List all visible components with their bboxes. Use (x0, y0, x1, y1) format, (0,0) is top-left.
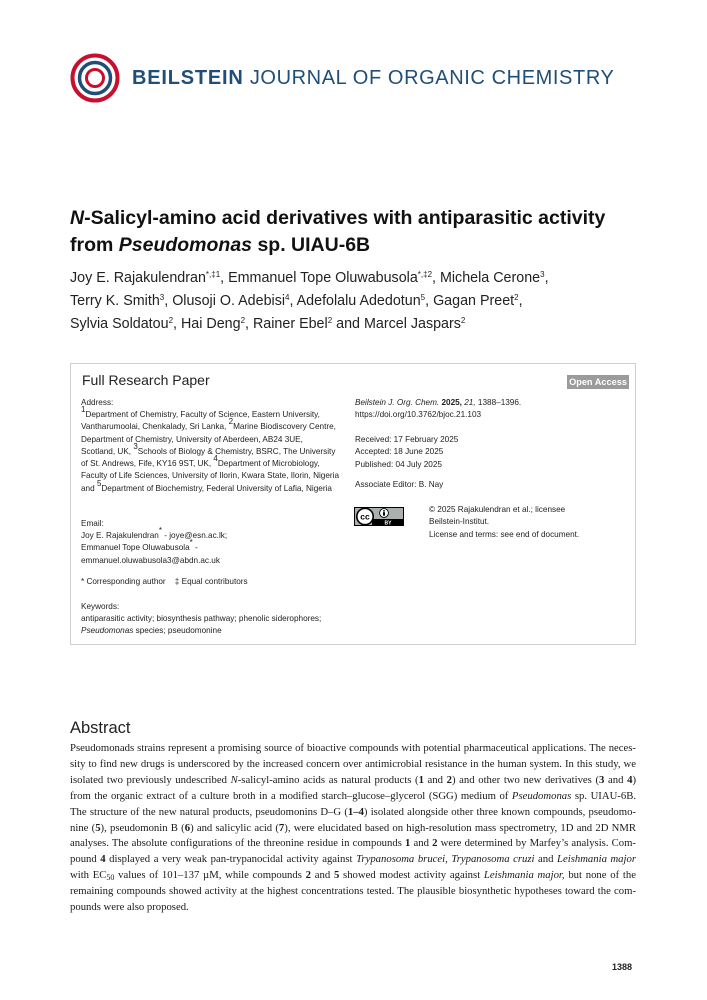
abstract-text-run: ), were elucidated based on high-resolution mass spectrometry, 1D and 2D NMR analyses. The absolute configurations of the threonine residue in compounds (70, 821, 636, 850)
abstract-text-run: ), pseudomonin B ( (100, 821, 185, 834)
abstract-text-run: showed modest activity against (339, 869, 484, 882)
abstract-italic: Leishmania major (557, 853, 637, 866)
author-affiliation: 5 (420, 293, 426, 302)
title-genus: Pseudomonas (118, 234, 253, 256)
corresponding-author-note: * Corresponding author (81, 577, 166, 586)
author-affiliation: *,‡1 (205, 270, 221, 279)
compound-number: 1–4 (347, 805, 364, 818)
compound-number: 4 (627, 773, 633, 786)
author-affiliation: 2 (514, 293, 519, 302)
email-address-link[interactable]: emmanuel.oluwabusola3@abdn.ac.uk (81, 555, 220, 565)
compound-number: 4 (100, 853, 106, 866)
compound-number: 5 (333, 869, 340, 882)
abstract-body (70, 741, 636, 916)
compound-number: 7 (278, 821, 285, 834)
author-name[interactable]: Marcel Jaspars (363, 316, 461, 332)
compound-number: 2 (432, 837, 438, 850)
title-italic-prefix: N (70, 207, 85, 229)
author-name[interactable]: Terry K. Smith (70, 293, 160, 309)
compound-number: 3 (599, 773, 605, 786)
title-line2-pre: from (70, 234, 119, 256)
email-separator: - (192, 543, 198, 553)
compound-number: 1 (405, 837, 411, 850)
abstract-text-run: with EC (70, 869, 107, 882)
affiliation-text: Department of Microbiology, Faculty of Life Sciences, University of Ilorin, Kwara State, Ilorin, Nigeria and (81, 459, 340, 493)
title-line2-post: sp. UIAU-6B (252, 234, 371, 256)
open-access-badge[interactable]: Open Access (567, 375, 629, 389)
author-name[interactable]: Adefolalu Adedotun (296, 293, 421, 309)
address-list (81, 405, 340, 495)
journal-title-bold: BEILSTEIN (132, 67, 244, 89)
affiliation-number: 3 (133, 441, 138, 451)
abstract-text-run: Pseudomonads strains represent a promising source of bioactive compounds with potential pharmaceutical applications. The neces-sity to find new drugs is underscored by the increased concern over antimicrobial resistance in the human system. In this study, we isolated two previously undescribed (70, 742, 636, 786)
abstract-text-run: and (534, 853, 558, 866)
cc-by-label: BY (384, 520, 392, 526)
author-name[interactable]: Joy E. Rajakulendran (70, 270, 206, 286)
license-terms[interactable]: License and terms: see end of document. (429, 529, 580, 539)
copyright-line: Beilstein-Institut. (429, 517, 490, 527)
abstract-text-run: but none of the remaining compounds showed activity at the highest concentrations tested. The plausible biosynthetic hypotheses toward the com-pounds were also proposed. (70, 869, 636, 914)
abstract-text-run: and (311, 869, 334, 882)
title-line1: -Salicyl-amino acid derivatives with antiparasitic activity (84, 207, 606, 229)
abstract-text-run: ) isolated alongside other three known compounds, pseudomo-nine ( (70, 805, 636, 834)
author-footnotes (81, 576, 248, 588)
email-list (81, 526, 339, 567)
abstract-text-run: -salicyl-amino acids as natural products ( (237, 773, 419, 786)
affiliation-number: 4 (213, 454, 218, 464)
author-name[interactable]: Hai Deng (180, 316, 241, 332)
author-affiliation: 2 (327, 316, 333, 325)
author-affiliation: 2 (460, 316, 466, 325)
author-affiliation: 4 (285, 293, 290, 302)
author-affiliation: 3 (540, 270, 545, 279)
associate-editor: Associate Editor: B. Nay (355, 480, 444, 489)
published-date: Published: 04 July 2025 (355, 459, 442, 469)
affiliation-number: 5 (96, 478, 102, 488)
email-address-link[interactable]: - joye@esn.ac.lk; (161, 531, 228, 540)
email-author-name: Emmanuel Tope Oluwabusola (81, 543, 190, 553)
publication-dates (355, 434, 625, 471)
email-author-mark: * (189, 538, 193, 548)
authors-and: and (336, 316, 360, 332)
paper-type: Full Research Paper (82, 372, 210, 388)
ec-subscript: 50 (106, 873, 115, 883)
abstract-heading: Abstract (70, 719, 131, 737)
affiliation-text: Department of Chemistry, Faculty of Science, Eastern University, Vantharumoolai, Chenkalady, Sri Lanka, (81, 410, 320, 432)
abstract-italic: Trypanosoma brucei, Trypanosoma cruzi (356, 853, 535, 866)
compound-number: 2 (305, 869, 312, 882)
accepted-date: Accepted: 18 June 2025 (355, 447, 444, 457)
author-name[interactable]: Gagan Preet (433, 293, 515, 309)
keywords-label: Keywords: (81, 602, 120, 611)
license-block (429, 504, 629, 541)
article-title (70, 205, 650, 259)
email-author-name: Joy E. Rajakulendran (81, 531, 159, 540)
abstract-text-run: and (423, 773, 447, 786)
citation-year: 2025, (441, 398, 462, 407)
keyword-genus: Pseudomonas (81, 626, 134, 636)
cc-by-license-icon[interactable] (354, 507, 404, 526)
author-affiliation: *,‡2 (417, 270, 433, 279)
received-date: Received: 17 February 2025 (355, 435, 459, 444)
copyright-line: © 2025 Rajakulendran et al.; licensee (429, 505, 566, 514)
keywords-list (81, 613, 339, 638)
abstract-text-run: sp. UIAU-6B. The structure of the new natural products, pseudomonins D–G ( (70, 789, 637, 818)
author-name[interactable]: Emmanuel Tope Oluwabusola (228, 270, 418, 286)
citation-journal: Beilstein J. Org. Chem. (355, 398, 440, 407)
abstract-text-run: ) and other two new derivatives ( (451, 773, 600, 786)
equal-contributors-note: ‡ Equal contributors (174, 577, 248, 586)
affiliation-text: Marine Biodiscovery Centre, Department of Chemistry, University of Aberdeen, AB24 3UE, Scotland, UK, (81, 422, 336, 456)
email-label: Email: (81, 519, 104, 528)
abstract-text-run: displayed a very weak pan-trypanocidal activity against (105, 853, 357, 866)
affiliation-text: Department of Biochemistry, Federal University of Lafia, Nigeria (101, 483, 332, 493)
abstract-text-run: ) from the organic extract of a culture broth in a modified starch–glucose–glycerol (SGG) medium of (70, 773, 637, 802)
citation-pages: 1388–1396. (477, 398, 522, 407)
compound-number: 5 (95, 821, 101, 834)
article-info-box (70, 363, 636, 645)
page-number: 1388 (612, 962, 633, 972)
abstract-text-run: were determined by Marfey’s analysis. Com-pound (70, 837, 636, 866)
abstract-text-run: values of 101–137 µM, while compounds (114, 869, 306, 882)
author-name[interactable]: Rainer Ebel (252, 316, 328, 332)
compound-number: 6 (184, 821, 191, 834)
affiliation-number: 2 (228, 417, 234, 427)
journal-title[interactable] (132, 67, 614, 90)
address-label: Address: (81, 398, 114, 407)
keywords-line: antiparasitic activity; biosynthesis pathway; phenolic siderophores; (81, 614, 322, 623)
author-list: Joy E. Rajakulendran$^{*,\ddagger 1}$, Emmanuel Tope Oluwabusola$^{*,\ddagger 2}$, Michela Cerone$^3$, Terry K. Smith$^3$, Olusoji O. Adebisi$^4$, Adefolalu Adedotun$^5$, Gagan Preet$^2$, Sylvia Soldatou$^2$, Hai Deng$^2$, Rainer Ebel$^2$ and Marcel Jaspars$^2$ (70, 270, 549, 332)
compound-number: 2 (446, 773, 452, 786)
doi-link[interactable]: https://doi.org/10.3762/bjoc.21.103 (355, 410, 482, 420)
author-name[interactable]: Michela Cerone (439, 270, 541, 286)
author-name[interactable]: Olusoji O. Adebisi (172, 293, 286, 309)
abstract-text-run: ) and salicylic acid ( (190, 821, 279, 834)
abstract-italic: Pseudomonas (511, 789, 572, 802)
abstract-text-run: and (410, 837, 433, 850)
citation-block (355, 397, 625, 422)
affiliation-text: Schools of Biology & Chemistry, BSRC, The University of St. Andrews, Fife, KY16 9ST, UK, (81, 446, 336, 469)
journal-title-rest: JOURNAL OF ORGANIC CHEMISTRY (249, 67, 615, 89)
author-name[interactable]: Sylvia Soldatou (70, 316, 169, 332)
email-author-mark: * (158, 526, 162, 535)
journal-logo-icon (70, 53, 120, 103)
author-affiliation: 3 (159, 293, 165, 302)
cc-label: cc (360, 511, 370, 522)
compound-number: 1 (418, 773, 424, 786)
author-affiliation: 2 (240, 316, 246, 325)
abstract-text-run: and (604, 773, 628, 786)
author-affiliation: 2 (168, 316, 174, 325)
citation-volume: 21, (464, 398, 476, 407)
abstract-italic: Leishmania major, (483, 869, 565, 882)
keywords-line: species; pseudomonine (133, 626, 222, 636)
abstract-italic: N (230, 773, 238, 786)
affiliation-number: 1 (81, 405, 86, 414)
